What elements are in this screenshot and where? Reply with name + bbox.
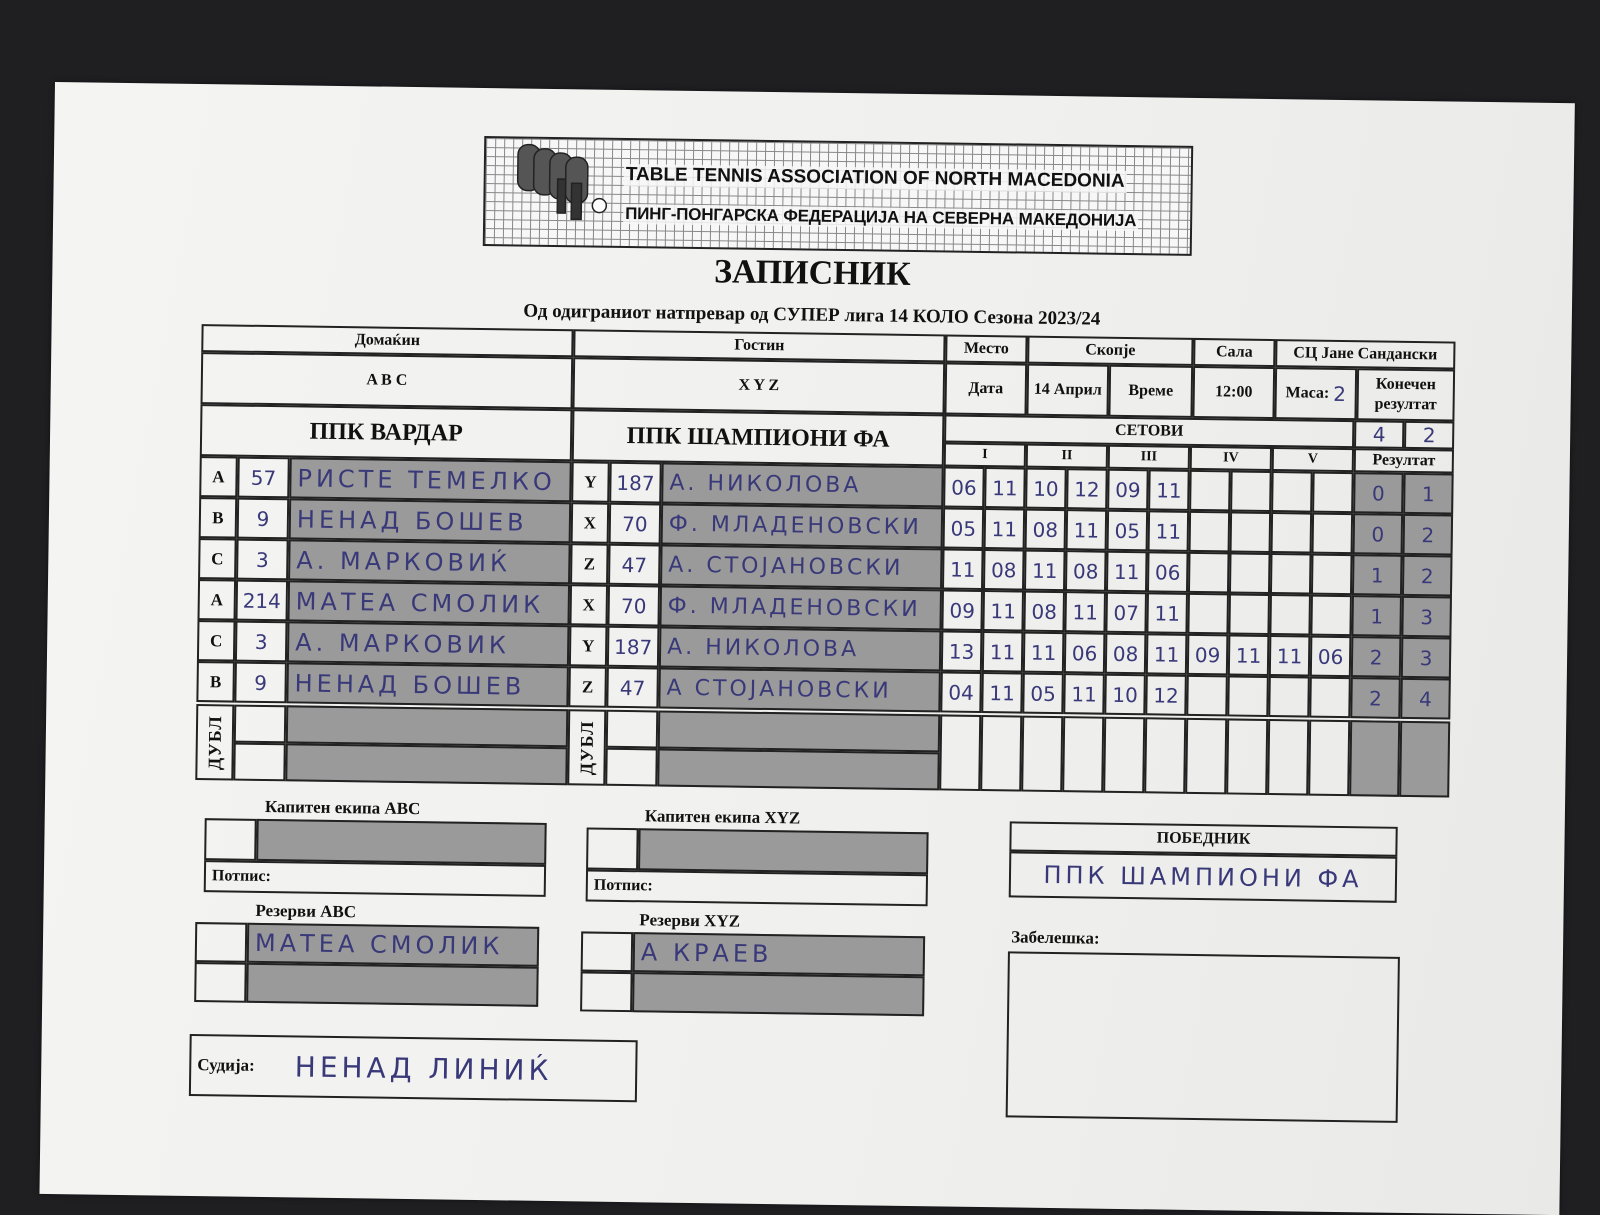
doubles-set-score (980, 715, 1022, 792)
guest-player-cell (658, 667, 941, 712)
referee-name: НЕНАД ЛИНИЌ (294, 1049, 553, 1087)
home-doubles-num-1 (234, 705, 287, 744)
guest-player-cell (659, 585, 942, 630)
captain-guest-num (586, 827, 639, 870)
guest-player: Ф. МЛАДЕНОВСКИ (668, 511, 923, 541)
home-player: НЕНАД БОШЕВ (294, 668, 526, 701)
set-score-home: 13 (941, 630, 983, 672)
result-guest: 2 (1402, 555, 1453, 597)
result-guest: 3 (1401, 596, 1452, 638)
set-score-guest (1312, 513, 1354, 555)
set-score-guest (1310, 595, 1352, 637)
referee-box (189, 1034, 638, 1102)
hall-value: СЦ Јане Сандански (1275, 339, 1455, 370)
date-value: 14 Април (1026, 364, 1109, 417)
home-number: 214 (235, 580, 288, 622)
guest-letter: X (569, 584, 608, 626)
set-score-guest (1309, 677, 1351, 719)
set-score-home: 11 (1024, 550, 1066, 592)
table-label-text: Маса: (1285, 384, 1330, 402)
home-number: 3 (235, 621, 288, 663)
set-score-home: 09 (1107, 469, 1149, 511)
home-letter: B (196, 661, 235, 703)
set-score-guest: 12 (1145, 674, 1187, 716)
hall-label: Сала (1193, 338, 1275, 367)
set-score-home: 04 (940, 671, 982, 713)
reserves-guest-label: Резерви XYZ (639, 910, 741, 931)
set-score-guest: 11 (981, 672, 1023, 714)
result-home: 1 (1351, 595, 1402, 637)
set-score-home (1186, 675, 1228, 717)
set-score-guest: 06 (1310, 636, 1352, 678)
set-score-home: 06 (943, 466, 985, 508)
doubles-set-score (1267, 719, 1309, 796)
reserves-home-label: Резерви ABC (255, 900, 357, 922)
guest-doubles-label (567, 709, 606, 786)
result-home: 1 (1352, 554, 1403, 596)
home-header: Домаќин (201, 324, 573, 357)
reserves-guest-player-2 (632, 972, 925, 1016)
set-label-5: V (1272, 447, 1354, 472)
reserves-guest-num-1 (581, 931, 634, 972)
set-score-guest: 11 (982, 631, 1024, 673)
paddles-logo-icon (513, 142, 614, 239)
set-score-home: 11 (1269, 635, 1311, 677)
home-doubles-num-2 (233, 743, 286, 782)
result-guest: 2 (1403, 514, 1454, 556)
home-number: 3 (236, 539, 289, 581)
home-player: НЕНАД БОШЕВ (296, 504, 528, 537)
set-score-guest (1229, 552, 1271, 594)
set-score-guest: 08 (1065, 550, 1107, 592)
doubles-set-score (1308, 720, 1350, 797)
set-score-home (1269, 594, 1311, 636)
set-label-4: IV (1190, 446, 1272, 471)
final-home: 4 (1354, 420, 1404, 449)
set-score-home (1270, 553, 1312, 595)
guest-letter: Y (569, 625, 608, 667)
final-result-label: Конечен резултат (1356, 368, 1455, 421)
home-letter: C (197, 620, 236, 662)
set-score-guest: 12 (1066, 468, 1108, 510)
set-score-guest: 06 (1064, 632, 1106, 674)
place-label: Место (945, 334, 1027, 363)
table-label (1274, 367, 1357, 420)
captain-home-name (256, 819, 547, 865)
guest-player: А. НИКОЛОВА (669, 470, 862, 499)
set-score-home: 08 (1105, 633, 1147, 675)
doubles-set-score (1103, 717, 1145, 794)
doubles-set-score (939, 714, 981, 791)
home-letter: A (198, 579, 237, 621)
table-number: 2 (1333, 381, 1347, 407)
result-home: 0 (1353, 472, 1404, 514)
set-score-home (1189, 511, 1231, 553)
score-sheet-paper (39, 82, 1574, 1215)
set-score-guest: 11 (984, 508, 1026, 550)
guest-team-name: ППК ШАМПИОНИ ФА (572, 409, 945, 466)
time-value: 12:00 (1192, 366, 1275, 419)
set-score-guest: 11 (1064, 591, 1106, 633)
winner-label: ПОБЕДНИК (1009, 821, 1397, 856)
home-number: 9 (234, 662, 287, 704)
home-doubles-label (195, 704, 234, 781)
guest-number: 187 (607, 626, 660, 668)
set-score-home (1187, 593, 1229, 635)
home-player: А. МАРКОВИК (295, 627, 511, 659)
result-home: 2 (1350, 677, 1401, 719)
home-player-cell (289, 498, 572, 543)
captain-guest-name (638, 828, 929, 874)
home-player-cell (286, 662, 569, 707)
doubles-result (1349, 720, 1400, 797)
set-score-home: 08 (1025, 509, 1067, 551)
home-player: А. МАРКОВИЌ (296, 545, 512, 577)
guest-player: А. СТОЈАНОВСКИ (668, 552, 904, 581)
guest-letter: Y (571, 461, 610, 503)
home-doubles-text: ДУБЛ (203, 714, 225, 770)
note-label: Забелешка: (1011, 927, 1100, 948)
reserves-home-num-1 (195, 922, 248, 963)
sheet-subtitle: Од одиграниот натпревар од СУПЕР лига 14 КОЛО Сезона 2023/24 (523, 300, 1101, 330)
set-score-guest: 11 (982, 590, 1024, 632)
guest-letter: Z (568, 666, 607, 708)
captain-home-num (204, 818, 257, 861)
sheet-title: ЗАПИСНИК (713, 253, 911, 293)
set-label-3: III (1108, 445, 1190, 470)
set-score-home: 10 (1025, 468, 1067, 510)
set-score-guest: 11 (1146, 592, 1188, 634)
reserves-guest-player-1 (633, 932, 926, 976)
signature-label: Потпис: (593, 876, 653, 895)
set-score-guest (1230, 470, 1272, 512)
federation-logo (483, 136, 1193, 256)
guest-player: Ф. МЛАДЕНОВСКИ (667, 593, 921, 623)
result-guest: 4 (1400, 678, 1451, 720)
guest-doubles-num-1 (606, 710, 659, 749)
captain-home-signature (204, 860, 546, 897)
result-header: Резултат (1354, 448, 1454, 473)
home-team-name: ППК ВАРДАР (200, 404, 573, 461)
set-score-guest: 11 (1066, 509, 1108, 551)
result-guest: 3 (1401, 637, 1452, 679)
home-code: A B C (201, 352, 574, 409)
set-score-guest (1227, 675, 1269, 717)
referee-label: Судија: (197, 1055, 255, 1075)
home-player: РИСТЕ ТЕМЕЛКО (297, 463, 556, 496)
guest-doubles-text: ДУБЛ (575, 720, 597, 775)
set-score-home: 05 (1107, 510, 1149, 552)
doubles-set-score (1185, 718, 1227, 795)
guest-number: 70 (607, 585, 660, 627)
set-score-guest: 11 (984, 467, 1026, 509)
reserves-home-num-2 (194, 962, 247, 1003)
set-score-home (1271, 471, 1313, 513)
winner-value: ППК ШАМПИОНИ ФА (1043, 860, 1363, 894)
result-home: 2 (1351, 636, 1402, 678)
guest-letter: X (571, 502, 610, 544)
reserves-home-player-2 (246, 963, 539, 1007)
set-score-guest: 06 (1147, 551, 1189, 593)
set-score-guest: 11 (1063, 673, 1105, 715)
doubles-set-score (1062, 716, 1104, 793)
set-score-home (1271, 512, 1313, 554)
guest-number: 187 (609, 462, 662, 504)
guest-doubles-player-2 (657, 748, 940, 790)
set-score-guest (1311, 554, 1353, 596)
winner-box (1009, 851, 1398, 902)
guest-player-cell (661, 463, 944, 508)
guest-number: 70 (609, 503, 662, 545)
set-score-home (1189, 470, 1231, 512)
guest-player-cell (660, 545, 943, 590)
reserves-guest-num-2 (580, 971, 633, 1012)
home-player: МАТЕА СМОЛИК (295, 586, 545, 619)
home-number: 57 (237, 457, 290, 499)
set-score-guest: 11 (1228, 634, 1270, 676)
guest-code: X Y Z (572, 357, 945, 414)
captain-home-label: Капитен екипа ABC (264, 797, 421, 819)
set-score-guest (1312, 472, 1354, 514)
logo-title-en: TABLE TENNIS ASSOCIATION OF NORTH MACEDONIA (624, 164, 1127, 193)
final-guest: 2 (1404, 421, 1454, 450)
set-score-home: 07 (1105, 592, 1147, 634)
guest-number: 47 (606, 667, 659, 709)
set-score-home: 10 (1104, 674, 1146, 716)
result-guest: 1 (1403, 473, 1454, 515)
result-home: 0 (1353, 513, 1404, 555)
set-label-2: II (1026, 444, 1108, 469)
set-score-guest: 08 (983, 549, 1025, 591)
home-letter: A (199, 456, 238, 498)
set-score-guest: 11 (1148, 510, 1190, 552)
home-letter: B (199, 497, 238, 539)
time-label: Време (1108, 365, 1193, 418)
guest-doubles-player-1 (658, 710, 941, 752)
set-score-guest: 11 (1148, 469, 1190, 511)
doubles-set-score (1226, 718, 1268, 795)
reserves-home-name: МАТЕА СМОЛИК (254, 928, 504, 961)
guest-player: А. НИКОЛОВА (666, 634, 860, 663)
set-score-home: 11 (942, 548, 984, 590)
guest-doubles-num-2 (605, 748, 658, 787)
home-letter: C (198, 538, 237, 580)
set-score-home: 09 (941, 589, 983, 631)
captain-guest-label: Капитен екипа XYZ (644, 806, 801, 828)
set-score-home (1268, 676, 1310, 718)
doubles-set-score (1021, 716, 1063, 793)
place-value: Скопје (1027, 336, 1193, 366)
home-doubles-player-1 (286, 705, 569, 747)
set-score-home: 11 (1023, 632, 1065, 674)
guest-letter: Z (570, 543, 609, 585)
guest-header: Гостин (573, 329, 945, 362)
home-player-cell (287, 621, 570, 666)
set-score-home: 11 (1106, 551, 1148, 593)
doubles-result (1399, 721, 1450, 798)
home-doubles-player-2 (285, 743, 568, 785)
date-label: Дата (944, 362, 1027, 415)
note-box (1006, 951, 1400, 1122)
set-score-home: 09 (1187, 634, 1229, 676)
captain-guest-signature (586, 869, 928, 906)
guest-player-cell (661, 504, 944, 549)
doubles-set-score (1144, 717, 1186, 794)
signature-label: Потпис: (211, 867, 272, 886)
reserves-home-player-1 (247, 923, 540, 967)
guest-player-cell (659, 626, 942, 671)
sets-header: СЕТОВИ (944, 414, 1354, 448)
set-score-home: 05 (1022, 673, 1064, 715)
set-score-guest (1228, 593, 1270, 635)
set-label-1: I (944, 442, 1026, 467)
guest-number: 47 (608, 544, 661, 586)
set-score-home: 08 (1023, 591, 1065, 633)
home-number: 9 (237, 498, 290, 540)
set-score-guest (1230, 511, 1272, 553)
set-score-home (1188, 552, 1230, 594)
home-player-cell (287, 580, 570, 625)
reserves-guest-name: А КРАЕВ (640, 938, 773, 969)
logo-title-mk: ПИНГ-ПОНГАРСКА ФЕДЕРАЦИЈА НА СЕВЕРНА МАКЕДОНИЈА (623, 204, 1138, 231)
set-score-home: 05 (943, 507, 985, 549)
home-player-cell (289, 457, 572, 502)
guest-player: А СТОЈАНОВСКИ (666, 675, 892, 704)
home-player-cell (288, 539, 571, 584)
set-score-guest: 11 (1146, 633, 1188, 675)
